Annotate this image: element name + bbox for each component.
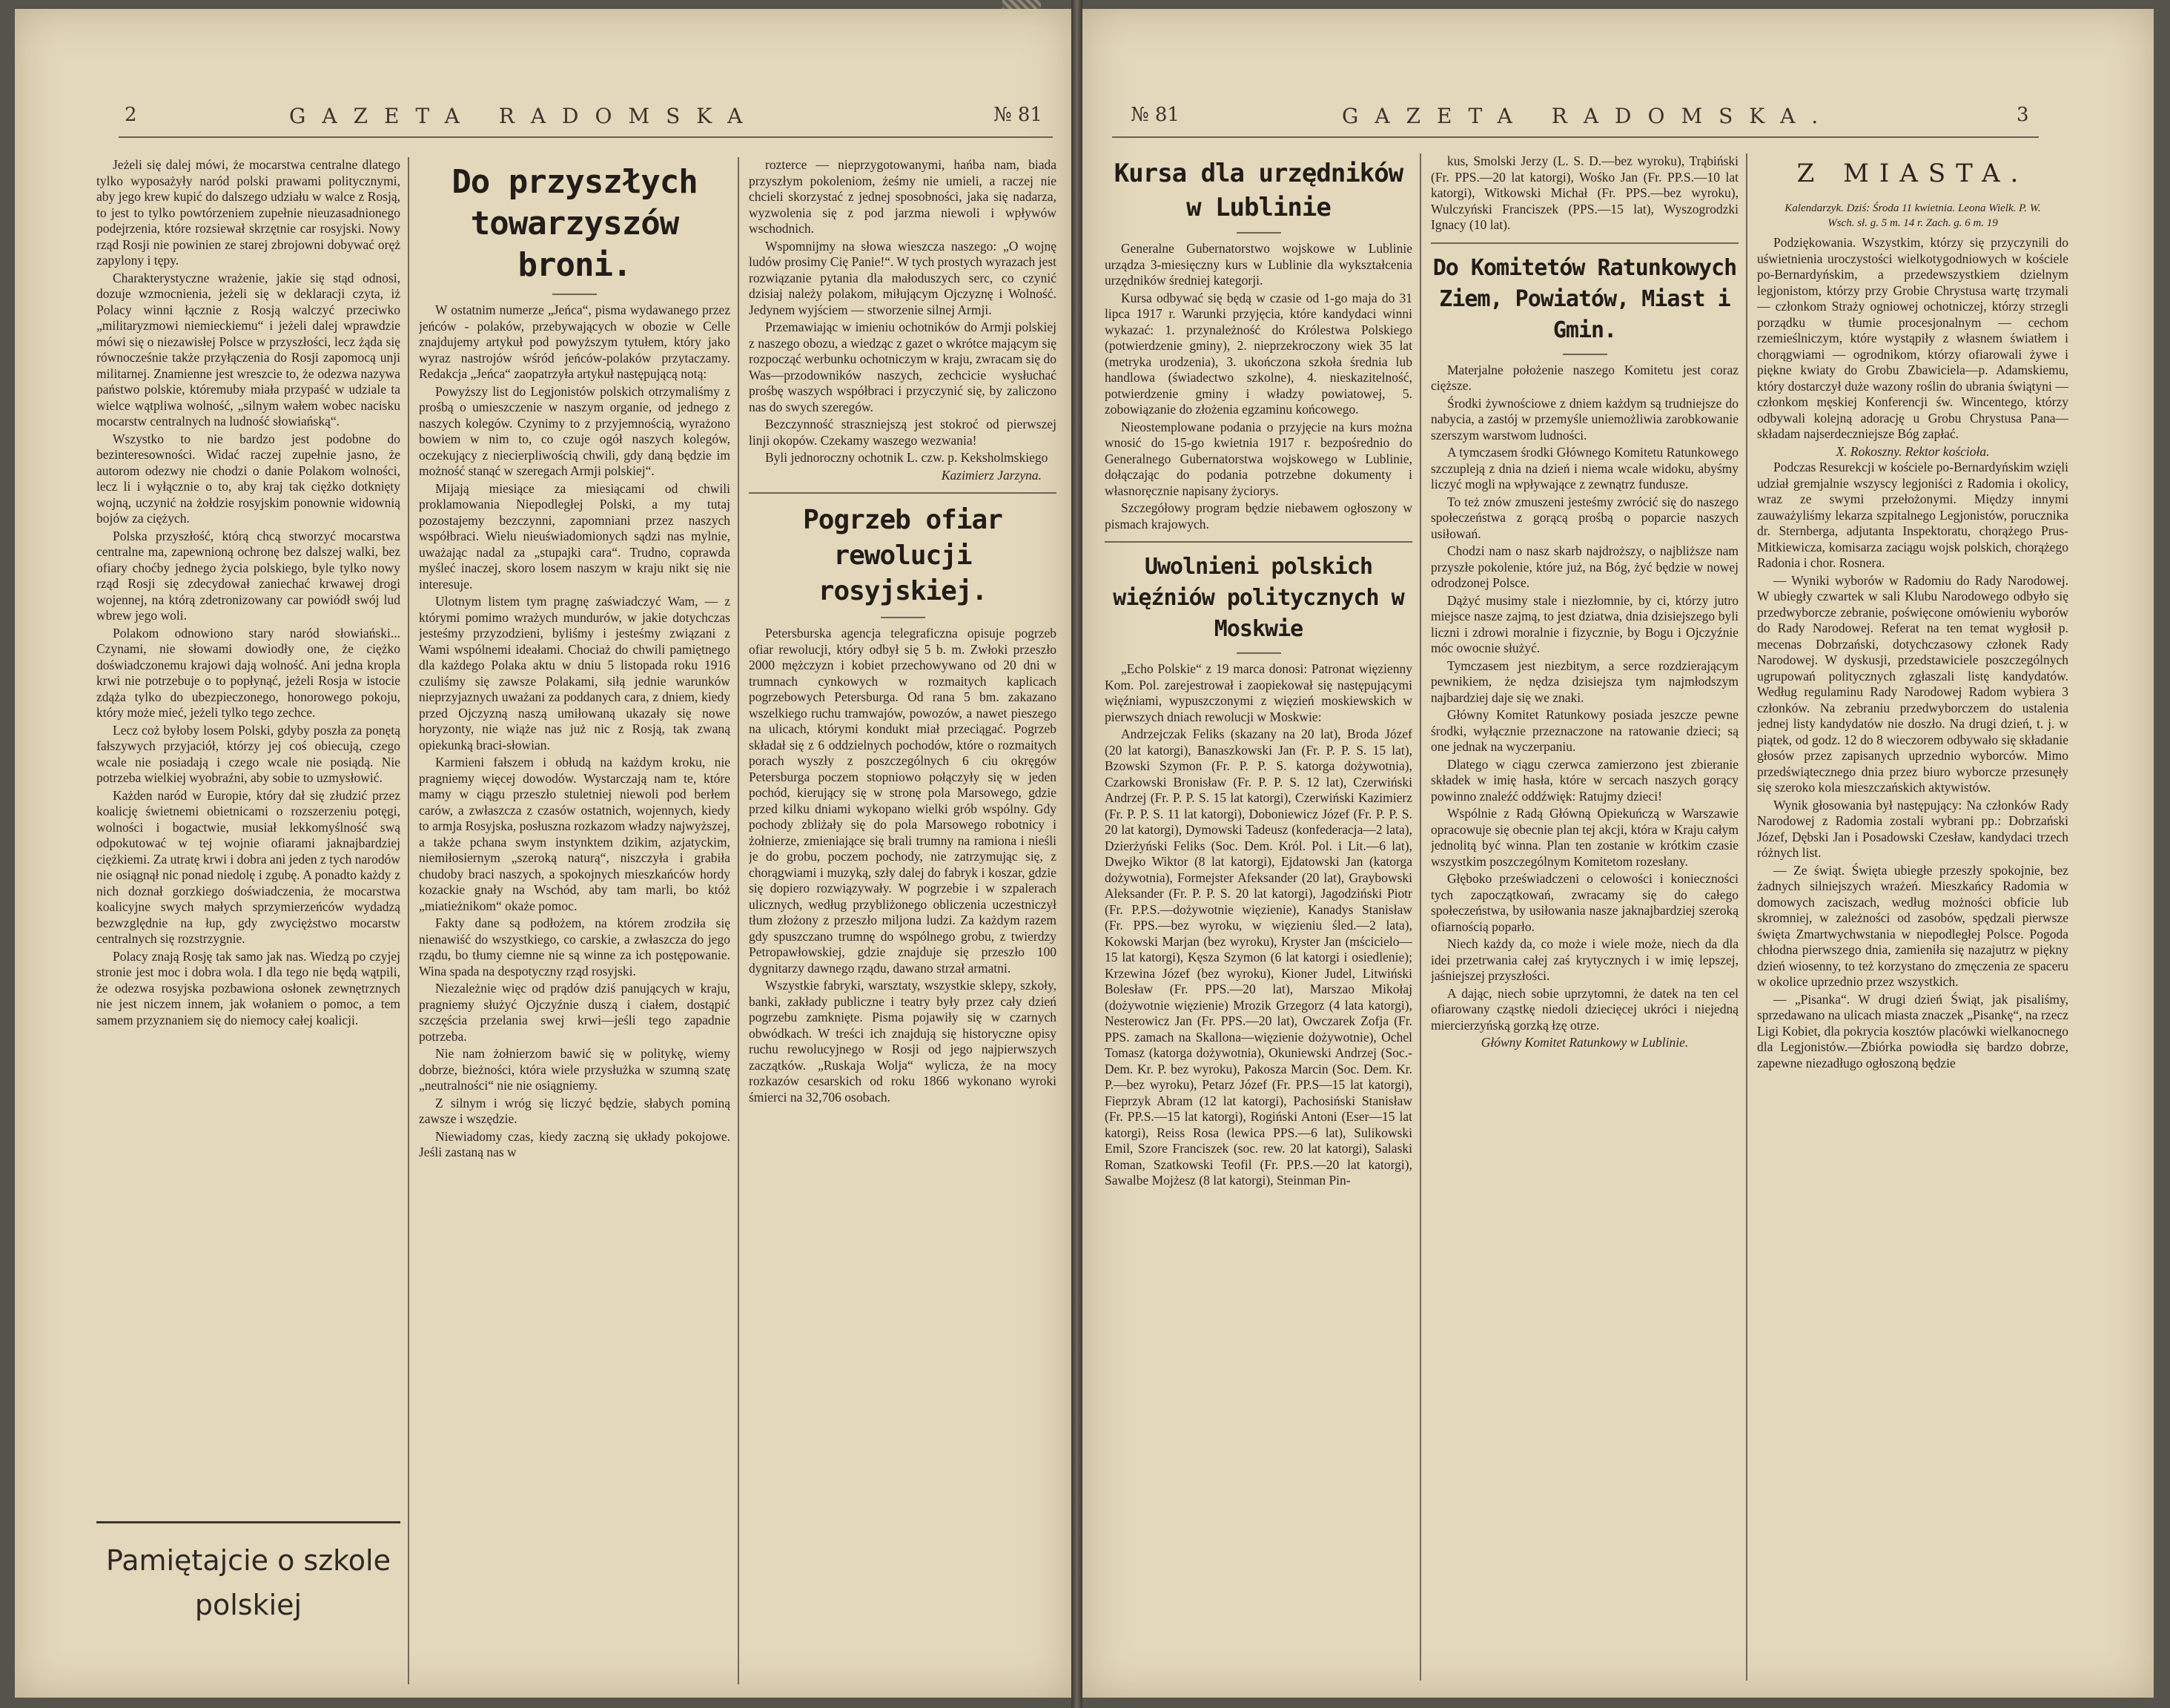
article-paragraph: kus, Smolski Jerzy (L. S. D.—bez wyroku), Trąbiński (Fr. PPS.—20 lat katorgi), Wośko Jan (Fr. PP.S.—10 lat katorgi), Witkowski Michał (Fr. PPS.—bez wyroku), Wulczyński Franciszek (PPS.—15 lat), Wyszogrodzki Ignacy (10 lat). [1431,153,1739,232]
left-column-3 [749,157,1056,1684]
article-paragraph: Wszystko to nie bardzo jest podobne do bezinteresowności. Widać raczej zupełnie jasno, że autorom odezwy nie chodzi o danie Polakom wolności, lecz li i wyłącznie o to, aby kraj tak ciężko dotknięty wojną, uczynić na żołdzie rosyjskim ponownie widownią bojów za ciężych. [96,431,400,526]
article-paragraph: „Echo Polskie“ z 19 marca donosi: Patronat więzienny Kom. Pol. zarejestrował i zaopiekował się następującymi więźniami, wypuszczonymi z więzień moskiewskich w pierwszych dniach rewolucji w Moskwie: [1105,661,1412,724]
headline-lublin-courses: Kursa dla urzędników w Lublinie [1114,159,1403,222]
right-column-3 [1757,153,2068,1681]
article-divider [1105,541,1412,543]
article-paragraph: Niewiadomy czas, kiedy zaczną się układy pokojowe. Jeśli zastaną nas w [419,1128,730,1159]
article-signature: Główny Komitet Ratunkowy w Lublinie. [1481,1035,1689,1050]
article-paragraph: Szczegółowy program będzie niebawem ogłoszony w pismach krajowych. [1105,500,1412,532]
school-notice-box [96,1521,400,1664]
article-paragraph: Byli jednoroczny ochotnik L. czw. p. Keksholmskiego [765,450,1048,465]
article-paragraph: Głęboko przeświadczeni o celowości i konieczności tych zapoczątkowań, zwracamy się do całego społeczeństwa, by usiłowania nasze jaknajbardziej szeroką ofiarnością poparło. [1431,871,1739,934]
left-header-rule [119,136,1053,138]
article-divider [749,492,1056,494]
left-column-1 [96,157,400,1529]
article-paragraph: Petersburska agencja telegraficzna opisuje pogrzeb ofiar rewolucji, który odbył się 5 b. m. Zwłoki przeszło 2000 mężczyzn i kobiet przechowywano od 20 dni w trumnach cynkowych w rozmaitych kaplicach pogrzebowych Petersburga. Od rana 5 bm. zakazano wszelkiego ruchu tramwajów, powozów, a nawet pieszego na ulicach, którymi kondukt miał przeciągać. Pogrzeb składał się z 6 oddzielnych pochodów, które o rozmaitych porach wyszły z poszczególnych 6 ciu okręgów Petersburga poczem stopniowo połączyły się w jeden pochód, kierujący się w stronę pola Marsowego, gdzie przed kilku dniami wykopano wielki grób wspólny. Gdy pochody zbliżały się do pola Marsowego robotnicy i żołnierze, zmieniające się brali trumny na ramiona i nieśli je do grobu, poczem pochody, nie zatrzymując się, z chorągwiami i muzyką, szły dalej do fabryk i koszar, gdzie się dopiero rozwiązywały. W pogrzebie i w szpalerach ulicznych, według przybliżonego obliczenia uczestniczył tłum złożony z przeszło miljona ludzi. Za każdym razem gdy spuszczano trumnę do wspólnego grobu, z twierdzy Petropawłowskiej, gdzie znajduje się przeszło 100 dygnitarzy dawnego rządu, dawano strzał armatni. [749,626,1056,976]
article-paragraph: Polacy znają Rosję tak samo jak nas. Wiedzą po czyjej stronie jest moc i dobra wola. I dla tego nie będą wątpili, że odezwa rosyjska pozbawiona osłonek zewnętrznych nie jest niczem innem, jak wołaniem o pomoc, a tem samem przyznaniem się do niemocy całej koalicji. [96,948,400,1027]
section-title-city: Z MIASTA. [1796,159,2029,188]
left-page [15,9,1071,1698]
headline-rescue-committees: Do Komitetów Ratunkowych Ziem, Powiatów, Miast i Gmin. [1432,254,1737,343]
left-page-number: 2 [125,104,137,126]
article-paragraph: Wynik głosowania był następujący: Na członków Rady Narodowej z Radomia zostali wybrani pp.: Dobrzański Józef, Dębski Jan i Posadowski Czesław, kandydaci trzech różnych list. [1757,797,2068,860]
article-paragraph: rozterce — nieprzygotowanymi, hańba nam, biada przyszłym pokoleniom, żeśmy nie umieli, a raczej nie chcieli skorzystać z jednej sposobności, jaka się nadarza, wyzwolenia się z pod jarzma niewoli i wpływów wschodnich. [749,157,1056,236]
article-paragraph: Nie nam żołnierzom bawić się w politykę, wiemy dobrze, bieżności, która wiele przysłużka w szumną szatę „neutralności“ nie nie osiągniemy. [419,1046,730,1093]
right-issue-number: № 81 [1131,104,1180,126]
article-paragraph: Andrzejczak Feliks (skazany na 20 lat), Broda Józef (20 lat katorgi), Banaszkowski Jan (Fr. P. P. S. 15 lat), Bzowski Szymon (Fr. P. P. S. katorga dożywotnia), Czarkowski Bronisław (Fr. P. P. S. 12 lat), Czerwiński Andrzej (Fr. P. P. S. 15 lat katorgi), Czerwiński Kazimierz (Fr. P. P. S. 11 lat katorgi), Doboniewicz Józef (Fr. P. P. S. 20 lat katorgi), Dymowski Tadeusz (konfederacja—2 lata), Dzierżyński Feliks (Soc. Dem. Król. Pol. i Lit.—6 lat), Dwejko Wiktor (8 lat katorgi), Ejdatowski Jan (katorga dożywotnia), Formejster Afeksander (20 lat), Graybowski Aleksander (Fr. P. P. S. 20 lat katorgi), Jagodziński Piotr (Fr. P.P.S.—dożywotnie więzienie), Kanadys Stanisław (Fr. PPS.—bez wyroku, w więzieniu śled.—2 lata), Kokowski Marjan (bez wyroku), Kryster Jan (mścicielo—15 lat katorgi), Kęsza Szymon (6 lat katorgi i osiedlenie); Krzewina Józef (bez wyroku), Kioner Judel, Litwiński Bolesław (Fr. PPS.—20 lat), Marszao Mikołaj (dożywotnie więzienie) Mrozik Grzegorz (4 lata katorgi), Nesterowicz Jan (Fr. PPS.—20 lat), Owczarek Zofja (Fr. PPS. zamach na Skallona—więzienie dożywotnie), Ochel Tomasz (katorga dożywotnia), Okuniewski Andrzej (Soc.-Dem. Kr. P. bez wyroku), Pakosza Marcin (Soc. Dem. Kr. P.—bez wyroku), Petarz Józef (Fr. PP.S—15 lat katorgi), Fieprzyk Abram (12 lat katorgi), Pachosiński Stanisław (Fr. PP.S.—15 lat katorgi), Rogiński Antoni (Eser—15 lat katorgi), Reiss Rosa (lewica PPS.—6 lat), Sulikowski Emil, Szore Franciszek (soc. rew. 20 lat katorgi), Salaski Roman, Szatkowski Teofil (Fr. PP.S.—20 lat katorgi), Sawalbe Mojżesz (8 lat katorgi), Steinman Pin- [1105,726,1412,1188]
calendar-line: Kalendarzyk. Dziś: Środa 11 kwietnia. Leona Wielk. P. W. [1784,202,2041,214]
article-paragraph: To też znów zmuszeni jesteśmy zwrócić się do naszego społeczeństwa z gorącą prośbą o poparcie naszych usiłowań. [1431,494,1739,541]
article-paragraph: Każden naród w Europie, który dał się złudzić przez koalicję świetnemi obietnicami o rozszerzeniu potęgi, wolności i bogactwie, musiał lekkomyślność swą odpokutować w tej wojnie ofiarami jaknajbardziej ciężkiemi. Za utratę krwi i dobra ani jeden z tych narodów nie osiągnął nic ponad niedolę i zgubę. A ponadto każdy z nich doznał gorzkiego doświadczenia, że mocarstwa koalicyjne swych małych sprzymierzeńców wydadzą bezwzględnie na łup, gdy zwyciężstwo mocarstw centralnych się rozstrzygnie. [96,787,400,946]
school-notice-text: Pamiętajcie o szkole polskiej [105,1544,391,1621]
headline-separator [1237,652,1281,654]
article-paragraph: Chodzi nam o nasz skarb najdroższy, o najbliższe nam przyszłe pokolenie, które już, na Bóg, żyć będzie w nowej odrodzonej Polsce. [1431,543,1739,590]
article-paragraph: Bezczynność straszniejszą jest stokroć od pierwszej linji okopów. Czekamy waszego wezwania! [749,417,1056,448]
article-signature: X. Rokoszny. Rektor kościoła. [1836,443,1990,459]
headline-separator [1237,232,1281,234]
right-page-header [1082,104,2154,133]
article-paragraph: Tymczasem jest niezbitym, a serce rozdzierającym pewnikiem, że nędza dzisiejsza tym najmłodszym najbardziej daje się we znaki. [1431,658,1739,705]
column-rule [408,157,409,1684]
article-paragraph: Ulotnym listem tym pragnę zaświadczyć Wam, — z którymi pomimo wrażych mundurów, w jakie dotychczas jesteśmy przyzodzieni, byliśmy i jesteśmy związani z Wami wspólnemi ideałami. Chociaż do chwili pamiętnego dla każdego Polaka aktu w dniu 5 listopada roku 1916 czuliśmy się zawsze Polakami, siłą jednie warunków nieprzyjaznych uważani za poddanych cara, z dniem, kiedy przed Ojczyzną naszą umiłowaną ukazały się nowe horyzonty, nie wiąże nas już nic z Rosją, tak zwaną opiekunką braci-słowian. [419,594,730,752]
article-paragraph: Polakom odnowiono stary naród słowiański... Czynami, nie słowami dowiodły one, że ciężko doświadczonemu krajowi dają wolność. Ani jedna kropla krwi nie potrzebuje o to popłynąć, jeżeli Rosja w istocie zdąża tylko do ubezpieczonego, honorowego pokoju, który może mieć, jeżeli tylko tego zechce. [96,625,400,720]
article-signature: Kazimierz Jarzyna. [941,467,1042,483]
headline-separator [552,294,597,295]
right-column-1 [1105,153,1412,1681]
article-paragraph: Kursa odbywać się będą w czasie od 1-go maja do 31 lipca 1917 r. Warunki przyjęcia, które kandydaci winni wykazać: 1. przynależność do Królestwa Polskiego (potwierdzenie gminy), 2. nieprzekroczony wiek 35 lat (metryka urodzenia), 3. ukończona szkoła średnia lub handlowa (świadectwo szkolne), 4. nieskazitelność, potwierdzenie gminy i władzy powiatowej, 5. zobowiązanie do złożenia egzaminu końcowego. [1105,290,1412,417]
column-rule [1746,153,1747,1681]
article-paragraph: A tymczasem środki Głównego Komitetu Ratunkowego szczupleją z dnia na dzień i niema wcale widoku, abyśmy liczyć mogli na wpływające z zewnątrz fundusze. [1431,445,1739,491]
article-paragraph: Jeżeli się dalej mówi, że mocarstwa centralne dlatego tylko wyposażyły naród polski prawami politycznymi, aby jego krew kupić do dalszego udziału w walce z Rosją, to jest to tylko powtórzeniem zupełnie nieuzasadnionego podejrzenia, które rozsiewał skrzętnie car rosyjski. Nowy rząd Rosji nie powinien ze starej zbrojowni dobywać oręż zapylony i tępy. [96,157,400,268]
left-masthead-title: GAZETA RADOMSKA [289,104,759,128]
book-gutter [1071,0,1082,1708]
article-paragraph: Niech każdy da, co może i wiele może, niech da dla idei przetrwania całej zaś krytycznych i w imię lepszej, jaśniejszej przyszłości. [1431,936,1739,983]
left-column-2 [419,157,730,1684]
right-masthead-title: GAZETA RADOMSKA. [1342,104,1835,128]
right-page-number: 3 [2017,104,2029,126]
article-paragraph: Fakty dane są podłożem, na którem zrodziła się nienawiść do wszystkiego, co carskie, a zwłaszcza do jego rządu, bo tłumy ciemne nie są winne za ich postępowanie. Wina spada na despotyczny rząd rosyjski. [419,916,730,979]
article-paragraph: Główny Komitet Ratunkowy posiada jeszcze pewne środki, wyłącznie przeznaczone na ratowanie dzieci; są one jednak na wyczerpaniu. [1431,707,1739,754]
article-paragraph: — Wyniki wyborów w Radomiu do Rady Narodowej. W ubiegły czwartek w sali Klubu Narodowego odbyło się przedwyborcze zebranie, poświęcone omówieniu wyborów do Rady Narodowej. Referat na ten temat wygłosił p. mecenas Dobrzański, dotychczasowy członek Rady Narodowej. W dyskusji, przedstawiciele poszczególnych ugrupowań politycznych zgłaszali listę kandydatów. Według regulaminu Rady Narodowej Radom wybiera 3 członków. Na zebraniu przedwyborczem do ustalenia jednej listy kandydatów nie doszło. Na drugi dzień, t. j. w piątek, od godz. 12 do 8 wieczorem odbywało się składanie głosów przez zapisanych uprzednio wyborców. Mimo przedświątecznego dnia przez biuro wyborcze przesunęły się szeroko kola mieszczańskich aktywistów. [1757,572,2068,795]
article-paragraph: W ostatnim numerze „Jeńca“, pisma wydawanego przez jeńców - polaków, przebywających w obozie w Celle znajdujemy artykuł pod powyższym tytułem, który jako wyraz nastrojów wśród jeńców-polaków przytaczamy. Redakcja „Jeńca“ zaopatrzyła artykuł następującą notą: [419,302,730,381]
article-paragraph: Podczas Resurekcji w kościele po-Bernardyńskim wzięli udział gremjalnie wszyscy legjoniści z Radomia i okolicy, wraz ze swymi przełożonymi. Między innymi zauważyliśmy lekarza szpitalnego Legjonistów, porucznika dr. Sternberga, adjutanta Inspektoratu, chorążego Prus-Mitkiewicza, komisarza zaciągu wojsk polskich, chorążego Radonia i chor. Rosnera. [1757,460,2068,570]
calendar-line: Wsch. sł. g. 5 m. 14 r. Zach. g. 6 m. 19 [1827,217,1998,229]
headline-funeral: Pogrzeb ofiar rewolucji rosyjskiej. [803,505,1002,606]
column-rule [738,157,739,1684]
article-paragraph: Nieostemplowane podania o przyjęcie na kurs można wnosić do 15-go kwietnia 1917 r. bezpośrednio do Generalnego Gubernatorstwa wojskowego w Lublinie, dołączając do podania potrzebne dokumenty i własnoręcznie napisany życiorys. [1105,419,1412,498]
article-paragraph: Niezależnie więc od prądów dziś panujących w kraju, pragniemy służyć Ojczyźnie duszą i ciałem, dostąpić szczęścia przelania swej krwi—jeśli tego zapadnie potrzeba. [419,981,730,1044]
right-page [1082,9,2154,1698]
article-paragraph: Podziękowania. Wszystkim, którzy się przyczynili do uświetnienia uroczystości wielkotygodniowych w kościele po-Bernardyńskim, a przedewszystkiem dzielnym legjonistom, którzy przy Grobie Chrystusa wartę trzymali — członkom Straży ogniowej ochotniczej, którzy strzegli porządku w tłumie procesjonalnym — cechom rzemieślniczym, które wystąpiły z własnem światłem i chorągwiami — ogrodnikom, którzy ofiarowali żywe i piękne kwiaty do Grobu Zbawiciela—p. Adamskiemu, który dostarczył duże wazony roślin do ubrania świątyni — członkom męskiej Konferencji św. Wincentego, którzy odbywali kolejną adorację u Grobu Chrystusa Pana—składam najserdeczniejsze Bóg zapłać. [1757,235,2068,441]
left-page-header [15,104,1071,133]
article-paragraph: — „Pisanka“. W drugi dzień Świąt, jak pisaliśmy, sprzedawano na ulicach miasta znaczek „Pisankę“, na rzecz Ligi Kobiet, dla pokrycia kosztów placówki wielkanocnego dla Legjonistów.—Zbiórka powiodła się bardzo dobrze, zapewne niezadługo ogłoszoną będzie [1757,991,2068,1070]
article-paragraph: A dając, niech sobie uprzytomni, że datek na ten cel ofiarowany cząstkę niedoli dziecięcej ukróci i niejedną miercierzyńską gorzką łzę otrze. [1431,985,1739,1033]
right-column-2 [1431,153,1739,1681]
article-paragraph: Z silnym i wróg się liczyć będzie, słabych pominą zawsze i wszędzie. [419,1095,730,1126]
article-paragraph: Przemawiając w imieniu ochotników do Armji polskiej z naszego obozu, a wiedząc z gazet o wkrótce mającym się rozpocząć werbunku ochotniczym w kraju, zwracam się do Was—przodowników naszych, zechcicie wysłuchać prośbę waszych współbraci i przyczynić się, by zaliczono nas do swych szeregów. [749,320,1056,414]
article-paragraph: Dlatego w ciągu czerwca zamierzono jest zbieranie składek w imię hasła, które w sercach naszych gorący powinno znaleźć oddźwięk: Ratujmy dzieci! [1431,756,1739,804]
article-divider [1431,242,1739,244]
article-paragraph: Lecz coż byłoby losem Polski, gdyby poszła za ponętą fałszywych przyjaciół, którzy jej coś obiecują, czego wcale nie posiadają i czego wcale nie posiądą. Nie potrzeba wielkiej wyobraźni, aby sobie to uzmysłowić. [96,722,400,785]
article-paragraph: Charakterystyczne wrażenie, jakie się stąd odnosi, dozuje wzmocnienia, jeżeli się w deklaracji czyta, iż Polacy winni łącznie z Rosją walczyć przeciwko „militaryzmowi niemieckiemu“ i jeżeli dalej wprawdzie mówi się o niezawisłej Polsce w przyszłości, lecz żąda się równocześnie także przyłączenia do Rosji zapomocą unji militarnej. Znamienne jest wreszcie to, że odezwa nazywa państwo polskie, któremuby miała przypaść w udziale ta wielce wątpliwa wolność, „silnym wałem wobec nacisku mocarstw centralnych na ludność słowiańską“. [96,270,400,428]
article-paragraph: Powyższy list do Legjonistów polskich otrzymaliśmy z prośbą o umieszczenie w naszym organie, od jednego z naszych kolegów. Czynimy to z przyjemnością, wyrażono bowiem w nim to, co czuje ogół naszych kolegów, oczekujący z niecierpliwością chwili, gdy daną będzie im możność stanąć w szeregach Armji polskiej“. [419,383,730,478]
article-paragraph: Wspólnie z Radą Główną Opiekuńczą w Warszawie opracowuje się obecnie plan tej akcji, która w Kraju całym jednolitą być winna. Plan ten zostanie w krótkim czasie wszystkim poszczególnym Komitetom rozesłany. [1431,806,1739,869]
article-paragraph: Wszystkie fabryki, warsztaty, wszystkie sklepy, szkoły, banki, zakłady publiczne i teatry były przez cały dzień pogrzebu zamknięte. Pisma pojawiły się w czarnych obwódkach. W treści ich znajdują się historyczne opisy ruchu rewolucyjnego w Rosji od jego najpierwszych zaczątków. „Ruskaja Wolja“ wylicza, że na mocy rozkazów cesarskich od roku 1866 wykonano wyroki śmierci na 32,706 osobach. [749,978,1056,1105]
column-rule [1420,153,1421,1681]
headline-released-prisoners: Uwolnieni polskich więźniów politycznych w Moskwie [1113,554,1404,642]
article-paragraph: — Ze świąt. Święta ubiegłe przeszły spokojnie, bez żadnych silniejszych wrażeń. Mieszkańcy Radomia w domowych zaciszach, według możności obficie lub skromniej, w zależności od zasobów, spędzali pierwsze święta Zmartwychwstania w niepodległej Polsce. Pogoda chłodna pierwszego dnia, zamieniła się nazajutrz w piękny dzień wiosenny, to też korzystano do zmęczenia ze spaceru w okolice uprzednio przez wszystkich. [1757,862,2068,989]
article-paragraph: Wspomnijmy na słowa wieszcza naszego: „O wojnę ludów prosimy Cię Panie!“. W tych prostych wyrazach jest rozwiązanie pytania dla małoduszych serc, co czynić dzisiaj należy polakom, miłującym Ojczyznę i Wolność. Jedynem wyjściem — stworzenie silnej Armji. [749,238,1056,317]
headline-future-comrades: Do przyszłych towarzyszów broni. [451,163,698,284]
article-paragraph: Mijają miesiące za miesiącami od chwili proklamowania Niepodległej Polski, a my tutaj pozostajemy bezczynni, zapomniani przez naszych współbraci. Wielu nieuświadomionych sądzi nas mylnie, uważając nadal za „stupajki cara“. Trudno, coprawda myśleć inaczej, skoro losem naszym w kraju nikt się nie interesuje. [419,480,730,592]
article-paragraph: Środki żywnościowe z dniem każdym są trudniejsze do nabycia, a zastój w przemyśle uniemożliwia zarobkowanie szerszym warstwom ludności. [1431,395,1739,443]
right-header-rule [1112,136,2039,138]
left-issue-number: № 81 [993,104,1042,126]
article-paragraph: Polska przyszłość, którą chcą stworzyć mocarstwa centralne ma, zapewnioną ochronę bez dalszej walki, bez ofiary choćby jednego życia polskiego, byle tylko nowy rząd Rosji się zdecydował zaniechać krwawej drogi wojennej, na którą zdetronizowany car powiódł swój lud wbrew jego woli. [96,528,400,623]
article-paragraph: Dążyć musimy stale i niezłomnie, by ci, którzy jutro miejsce nasze zajmą, to jest dziatwa, dnia dzisiejszego byli liczni i zdrowi moralnie i fizycznie, by Bogu i Ojczyźnie móc owocnie służyć. [1431,592,1739,655]
article-paragraph: Karmieni fałszem i obłudą na każdym kroku, nie pragniemy więcej dowodów. Wystarczają nam te, które mamy w ciągu przeszło stuletniej niewoli pod berłem carów, a zwłaszcza z czasów ostatnich, wojennych, kiedy to armja Rosyjska, posłuszna rozkazom władzy najwyższej, a także pchana swym instynktem dzikim, azjatyckim, niemiłosiernym „szeroką naturą“, niszczyła i grabiła chudoby braci naszych, a spokojnych mieszkańców hordy kozackie gnały na Wschód, aby tam marli, bo któż „miatieżnikom“ okaże pomoc. [419,755,730,913]
headline-separator [881,617,925,618]
article-paragraph: Materjalne położenie naszego Komitetu jest coraz cięższe. [1431,362,1739,393]
article-paragraph: Generalne Gubernatorstwo wojskowe w Lublinie urządza 3-miesięczny kurs w Lublinie dla wykształcenia urzędników średniej kategorji. [1105,241,1412,288]
headline-separator [1563,354,1607,355]
